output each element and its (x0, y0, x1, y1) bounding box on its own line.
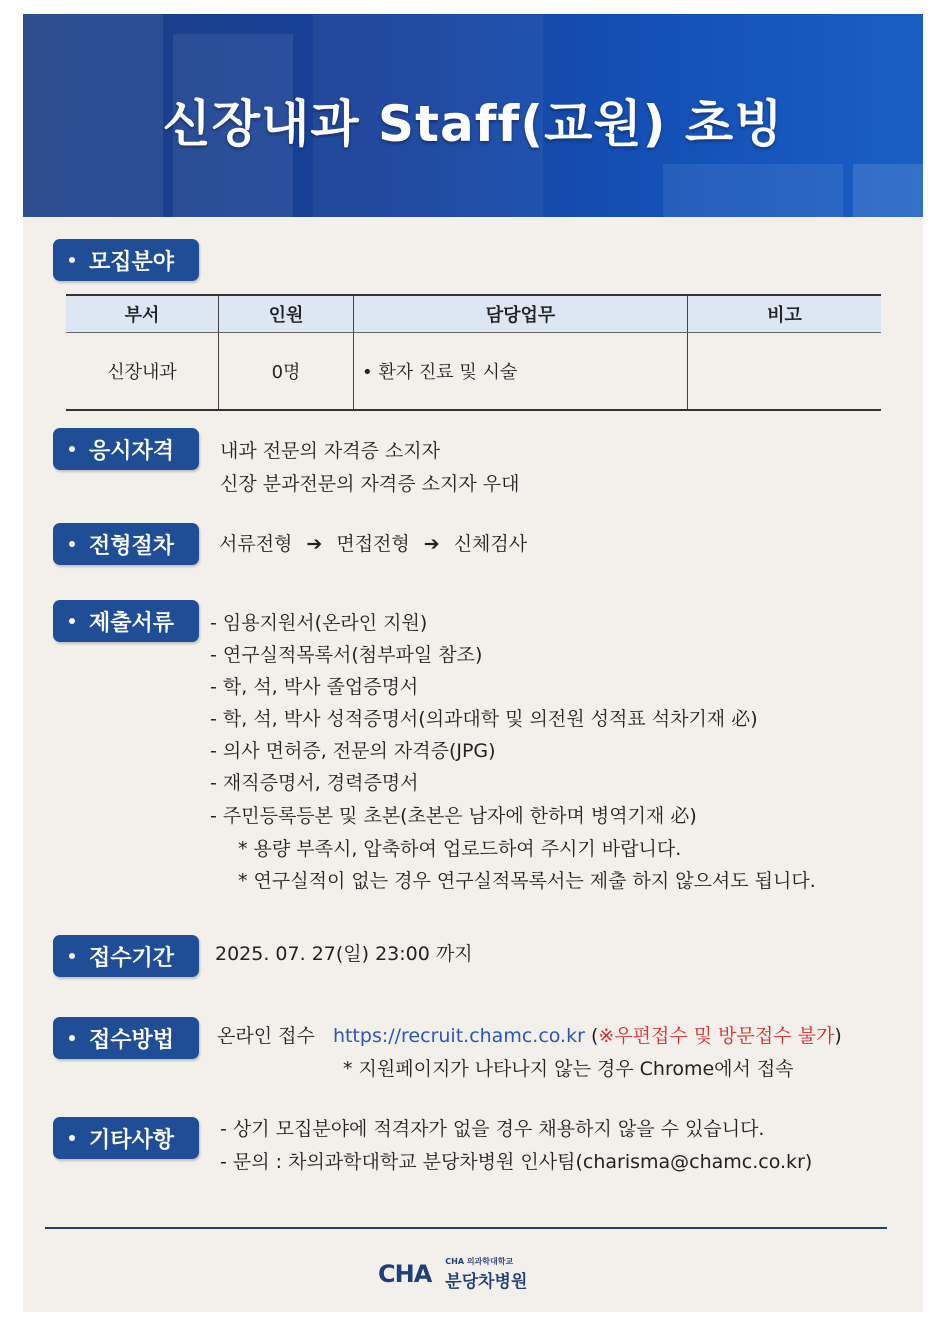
arrow-right-icon: ➔ (306, 533, 323, 555)
document-item: - 주민등록등본 및 초본(초본은 남자에 한하며 병역기재 必) (210, 805, 697, 827)
section-label-method: 접수방법 (53, 1017, 199, 1059)
job-posting (23, 14, 923, 1312)
recruit-table (66, 294, 881, 411)
bullet-icon (69, 446, 75, 452)
procedure-step-2: 면접전형 (336, 533, 410, 555)
cell-dept: 신장내과 (66, 333, 219, 411)
qualification-preferred: 신장 분과전문의 자격증 소지자 우대 (220, 473, 520, 495)
document-item: - 연구실적목록서(첨부파일 참조) (210, 644, 483, 666)
document-item: - 의사 면허증, 전문의 자격증(JPG) (210, 740, 496, 762)
procedure-step-3: 신체검사 (453, 533, 528, 555)
document-note: * 용량 부족시, 압축하여 업로드하여 주시기 바랍니다. (238, 838, 682, 860)
document-note: * 연구실적이 없는 경우 연구실적목록서는 제출 하지 않으셔도 됩니다. (238, 870, 816, 892)
section-label-qualification: 응시자격 (53, 428, 199, 470)
bullet-icon (69, 953, 75, 959)
header-note: 비고 (688, 295, 882, 333)
document-item: - 학, 석, 박사 졸업증명서 (210, 676, 419, 698)
application-method (217, 1020, 842, 1052)
bullet-icon (69, 618, 75, 624)
cha-logo-mark: CHA (378, 1260, 432, 1288)
method-prefix: 온라인 접수 (217, 1025, 315, 1047)
document-item: - 학, 석, 박사 성적증명서(의과대학 및 의전원 성적표 석차기재 必) (210, 708, 758, 730)
page-title: 신장내과 Staff(교원) 초빙 (162, 95, 784, 153)
header-banner (23, 14, 923, 217)
bullet-icon (69, 1035, 75, 1041)
cell-note (688, 333, 882, 411)
open-paren: ( (590, 1025, 599, 1047)
document-item: - 임용지원서(온라인 지원) (210, 612, 428, 634)
method-note: * 지원페이지가 나타나지 않는 경우 Chrome에서 접속 (343, 1058, 794, 1080)
document-item: - 재직증명서, 경력증명서 (210, 772, 419, 794)
logo-university: CHA 의과학대학교 (445, 1257, 514, 1266)
method-warning: ※우편접수 및 방문접수 불가 (598, 1025, 835, 1047)
cell-duty: • 환자 진료 및 시술 (354, 333, 688, 411)
header-duty: 담당업무 (354, 295, 688, 333)
section-label-documents: 제출서류 (53, 600, 199, 642)
table-row (66, 333, 881, 411)
cell-count: 0명 (219, 333, 354, 411)
hospital-logo (378, 1256, 527, 1292)
section-label-etc: 기타사항 (53, 1117, 199, 1159)
footer-divider (45, 1227, 887, 1229)
etc-notice: - 상기 모집분야에 적격자가 없을 경우 채용하지 않을 수 있습니다. (220, 1118, 765, 1140)
section-label-field: 모집분야 (53, 239, 199, 281)
arrow-right-icon: ➔ (423, 533, 440, 555)
recruit-link[interactable]: https://recruit.chamc.co.kr (332, 1025, 585, 1047)
procedure-steps (219, 528, 527, 560)
close-paren: ) (834, 1025, 842, 1047)
bullet-icon (69, 1135, 75, 1141)
application-deadline: 2025. 07. 27(일) 23:00 까지 (215, 943, 473, 965)
section-label-procedure: 전형절차 (53, 523, 199, 565)
bullet-icon (69, 257, 75, 263)
logo-hospital-name: 분당차병원 (445, 1272, 528, 1292)
etc-contact: - 문의 : 차의과학대학교 분당차병원 인사팀(charisma@chamc.co.kr) (220, 1151, 813, 1173)
header-dept: 부서 (66, 295, 219, 333)
table-header-row (66, 295, 881, 333)
procedure-step-1: 서류전형 (219, 533, 293, 555)
bullet-icon (69, 541, 75, 547)
section-label-period: 접수기간 (53, 935, 199, 977)
logo-text (445, 1256, 527, 1292)
qualification-required: 내과 전문의 자격증 소지자 (220, 440, 441, 462)
header-count: 인원 (219, 295, 354, 333)
